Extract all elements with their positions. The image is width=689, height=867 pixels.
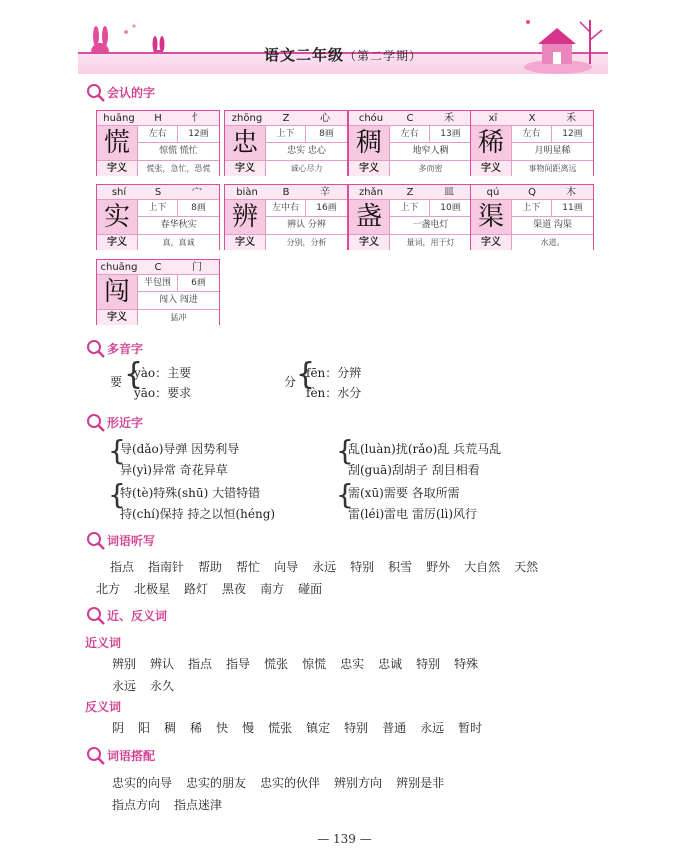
card-initial: Z (406, 187, 414, 198)
word-item: 忠实的朋友 (186, 776, 247, 790)
card-header-row (349, 111, 471, 126)
card-meaning-row (97, 234, 219, 250)
card-meaning-row (471, 234, 593, 250)
card-character: 稠 (349, 126, 389, 160)
char-card (470, 110, 594, 176)
card-structure: 左右 (511, 126, 551, 143)
card-strokes: 8画 (305, 126, 347, 143)
word-item: 暂时 (458, 721, 483, 735)
word-item: 南方 (260, 582, 285, 596)
synonym-label: 近义词 (85, 636, 122, 650)
card-words: 春华秋实 (137, 217, 219, 234)
card-meaning-label: 字义 (359, 163, 379, 174)
word-item: 指点方向 (112, 798, 161, 812)
similar-line: 持(chí)保持 持之以恒(héng) (120, 507, 276, 521)
word-item: 辨别是非 (396, 776, 445, 790)
card-character: 渠 (471, 200, 511, 234)
card-meaning: 慌张，急忙，恐慌 (137, 161, 219, 176)
brace-icon: { (124, 357, 144, 392)
word-item: 特别 (416, 657, 441, 671)
card-meaning-row (225, 234, 347, 250)
word-item: 永远 (112, 679, 137, 693)
card-radical: 皿 (444, 187, 454, 198)
similar-line: 乱(luàn)扰(rǎo)乱 兵荒马乱 (348, 442, 502, 456)
card-structure: 上下 (389, 200, 429, 217)
similar-line: 需(xū)需要 各取所需 (348, 486, 460, 500)
word-item: 慌张 (268, 721, 293, 735)
char-card (224, 184, 348, 250)
card-initial: Z (282, 113, 290, 124)
card-structure: 半包围 (137, 275, 177, 292)
word-item: 北方 (96, 582, 121, 596)
card-meaning-label: 字义 (481, 237, 501, 248)
card-meaning: 量词，用于灯 (389, 235, 471, 250)
card-pinyin: qú (486, 187, 500, 198)
card-meaning: 分别，分析 (265, 235, 347, 250)
dictation-row (96, 580, 336, 597)
card-meaning-label: 字义 (235, 237, 255, 248)
card-structure: 上下 (265, 126, 305, 143)
card-words: 辨认 分辨 (265, 217, 347, 234)
similar-line: 导(dǎo)导弹 因势利导 (120, 442, 240, 456)
card-pinyin: shí (111, 187, 127, 198)
card-meaning-label: 字义 (481, 163, 501, 174)
card-structure: 左右 (137, 126, 177, 143)
brace-icon: { (336, 434, 354, 467)
char-card (348, 110, 472, 176)
card-initial: S (154, 187, 162, 198)
card-words: 地窄人稠 (389, 143, 471, 160)
dictation-row (110, 558, 552, 575)
word-item: 永久 (150, 679, 175, 693)
card-radical: 辛 (320, 187, 330, 198)
card-meaning-row (349, 234, 471, 250)
word-item: 忠实的向导 (112, 776, 173, 790)
antonym-row (112, 719, 496, 736)
brace-icon: { (108, 434, 126, 467)
card-structure: 左中右 (265, 200, 305, 217)
card-words: 月明星稀 (511, 143, 593, 160)
card-radical: 木 (566, 187, 576, 198)
magnifier-icon (85, 82, 107, 104)
polyphone-reading: fēn：分辨 (306, 366, 362, 380)
section-title: 近、反义词 (107, 609, 168, 623)
card-strokes: 13画 (429, 126, 471, 143)
word-item: 野外 (426, 560, 451, 574)
card-header-row (349, 185, 471, 200)
word-item: 指点 (110, 560, 135, 574)
polyphone-char: 要 (110, 375, 123, 389)
char-card (470, 184, 594, 250)
header-banner (78, 12, 608, 74)
card-character: 忠 (225, 126, 265, 160)
similar-line: 刮(guā)刮胡子 刮目相看 (348, 463, 480, 477)
magnifier-icon (85, 745, 107, 767)
word-item: 特别 (344, 721, 369, 735)
card-character: 稀 (471, 126, 511, 160)
card-structure: 上下 (137, 200, 177, 217)
card-header-row (471, 111, 593, 126)
word-item: 阴 (112, 721, 125, 735)
word-item: 指南针 (148, 560, 185, 574)
word-item: 特殊 (454, 657, 479, 671)
card-meaning: 多而密 (389, 161, 471, 176)
char-card (96, 184, 220, 250)
card-meaning: 水道。 (511, 235, 593, 250)
char-card (348, 184, 472, 250)
polyphone-reading: yāo：要求 (134, 386, 192, 400)
card-structure: 上下 (511, 200, 551, 217)
collocation-row (112, 774, 458, 791)
word-item: 向导 (274, 560, 299, 574)
word-item: 慢 (242, 721, 255, 735)
card-strokes: 16画 (305, 200, 347, 217)
card-meaning-label: 字义 (235, 163, 255, 174)
card-character: 辨 (225, 200, 265, 234)
word-item: 阳 (138, 721, 151, 735)
card-radical: 禾 (566, 113, 576, 124)
card-meaning: 猛冲 (137, 310, 219, 325)
card-header-row (97, 185, 219, 200)
card-character: 慌 (97, 126, 137, 160)
section-title: 多音字 (107, 342, 144, 356)
title-text: 语文二年级 (263, 46, 344, 64)
card-meaning-row (97, 160, 219, 176)
card-initial: X (528, 113, 536, 124)
word-item: 普通 (382, 721, 407, 735)
word-item: 稠 (164, 721, 177, 735)
card-strokes: 12画 (177, 126, 219, 143)
collocation-row (112, 796, 236, 813)
card-strokes: 11画 (551, 200, 593, 217)
word-item: 大自然 (464, 560, 501, 574)
polyphone-reading: fèn：水分 (306, 386, 362, 400)
card-meaning-label: 字义 (107, 163, 127, 174)
word-item: 帮助 (198, 560, 223, 574)
card-words: 渠道 沟渠 (511, 217, 593, 234)
antonym-label: 反义词 (85, 700, 122, 714)
word-item: 指点 (188, 657, 213, 671)
card-strokes: 6画 (177, 275, 219, 292)
word-item: 惊慌 (302, 657, 327, 671)
card-pinyin: biàn (236, 187, 258, 198)
section-title: 词语搭配 (107, 749, 156, 763)
card-meaning-label: 字义 (107, 237, 127, 248)
card-initial: C (154, 262, 162, 273)
title-subtitle: （第二学期） (344, 49, 423, 63)
card-initial: H (154, 113, 162, 124)
word-item: 永远 (420, 721, 445, 735)
card-pinyin: huāng (103, 113, 135, 124)
word-item: 帮忙 (236, 560, 261, 574)
card-words: 惊慌 慌忙 (137, 143, 219, 160)
word-item: 辨别方向 (334, 776, 383, 790)
word-item: 积雪 (388, 560, 413, 574)
card-meaning: 诚心尽力 (265, 161, 347, 176)
word-item: 指导 (226, 657, 251, 671)
word-item: 黑夜 (222, 582, 247, 596)
card-header-row (225, 111, 347, 126)
card-pinyin: zhōng (231, 113, 263, 124)
brace-icon: { (108, 478, 126, 511)
card-radical: 禾 (444, 113, 454, 124)
card-meaning-row (225, 160, 347, 176)
card-header-row (97, 260, 219, 275)
card-strokes: 10画 (429, 200, 471, 217)
section-title: 形近字 (107, 416, 144, 430)
card-pinyin: xī (488, 113, 498, 124)
section-title: 词语听写 (107, 534, 156, 548)
card-meaning: 事物间距离远 (511, 161, 593, 176)
card-pinyin: chuǎng (100, 262, 138, 273)
word-item: 快 (216, 721, 229, 735)
card-radical: 宀 (192, 187, 202, 198)
magnifier-icon (85, 605, 107, 627)
char-card (96, 259, 220, 325)
magnifier-icon (85, 412, 107, 434)
card-words: 一盏电灯 (389, 217, 471, 234)
word-item: 碰面 (298, 582, 323, 596)
card-meaning-row (471, 160, 593, 176)
word-item: 指点迷津 (174, 798, 223, 812)
word-item: 镇定 (306, 721, 331, 735)
card-radical: 忄 (192, 113, 202, 124)
char-card (96, 110, 220, 176)
word-item: 忠实的伙伴 (260, 776, 321, 790)
word-item: 天然 (514, 560, 539, 574)
synonym-row (112, 655, 492, 672)
word-item: 永远 (312, 560, 337, 574)
polyphone-reading: yào：主要 (134, 366, 192, 380)
word-item: 辨认 (150, 657, 175, 671)
card-meaning-row (97, 309, 219, 325)
word-item: 稀 (190, 721, 203, 735)
synonym-row (112, 677, 188, 694)
card-initial: Q (528, 187, 536, 198)
word-item: 忠诚 (378, 657, 403, 671)
card-initial: C (406, 113, 414, 124)
card-header-row (97, 111, 219, 126)
card-pinyin: chóu (358, 113, 384, 124)
word-item: 特别 (350, 560, 375, 574)
card-meaning-row (349, 160, 471, 176)
card-initial: B (282, 187, 290, 198)
house-decoration-icon (518, 12, 608, 74)
magnifier-icon (85, 338, 107, 360)
card-radical: 门 (192, 262, 202, 273)
card-meaning: 真，真诚 (137, 235, 219, 250)
polyphone-char: 分 (284, 375, 297, 389)
card-meaning-label: 字义 (359, 237, 379, 248)
magnifier-icon (85, 530, 107, 552)
section-title: 会认的字 (107, 86, 156, 100)
card-character: 实 (97, 200, 137, 234)
word-item: 慌张 (264, 657, 289, 671)
similar-line: 特(tè)特殊(shū) 大错特错 (120, 486, 261, 500)
card-pinyin: zhǎn (358, 187, 384, 198)
card-meaning-label: 字义 (107, 312, 127, 323)
word-item: 路灯 (184, 582, 209, 596)
word-item: 辨别 (112, 657, 137, 671)
card-strokes: 8画 (177, 200, 219, 217)
similar-line: 异(yì)异常 奇花异草 (120, 463, 228, 477)
similar-line: 雷(léi)雷电 雷厉(lì)风行 (348, 507, 477, 521)
word-item: 忠实 (340, 657, 365, 671)
card-header-row (471, 185, 593, 200)
word-item: 北极星 (134, 582, 171, 596)
char-card (224, 110, 348, 176)
card-header-row (225, 185, 347, 200)
card-strokes: 12画 (551, 126, 593, 143)
card-structure: 左右 (389, 126, 429, 143)
page-number: — 139 — (317, 832, 372, 846)
brace-icon: { (296, 357, 316, 392)
card-character: 闯 (97, 275, 137, 309)
brace-icon: { (336, 478, 354, 511)
card-words: 闯入 闯进 (137, 292, 219, 309)
card-words: 忠实 忠心 (265, 143, 347, 160)
card-character: 盏 (349, 200, 389, 234)
card-radical: 心 (320, 113, 330, 124)
